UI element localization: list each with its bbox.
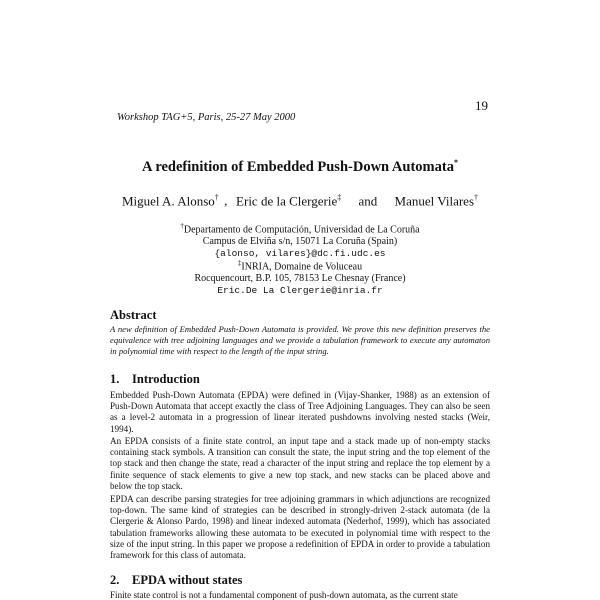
- paragraph: Finite state control is not a fundamental component of push-down automata, as the current state: [110, 590, 458, 600]
- section-title: Introduction: [132, 372, 200, 386]
- affiliation-email: {alonso, vilares}@dc.fi.udc.es: [214, 248, 386, 260]
- paragraph: EPDA can describe parsing strategies for tree adjoining grammars in which adjunctions are recognized top-down. The same kind of strategies can be described in strongly-driven 2-stack automata (de la Clergerie & Alonso Pardo, 1998) and linear indexed automata (Nederhof, 1999), which has associated tabulation frameworks allowing these automata to be executed in polynomial time with respect to the size of the input string. In this paper we propose a redefinition of EPDA in order to provide a tabulation framework for this class of automata.: [110, 494, 490, 561]
- section-title: EPDA without states: [132, 573, 243, 587]
- affiliation-email: Eric.De La Clergerie@inria.fr: [217, 285, 383, 297]
- affiliation-mark: †: [180, 222, 184, 230]
- author-mark: †: [214, 193, 219, 202]
- abstract-heading: Abstract: [110, 308, 157, 322]
- affiliation-line: [0, 257, 600, 273]
- author-conjunction: and: [358, 193, 378, 209]
- section-number: 1.: [110, 372, 120, 386]
- affiliation-address: Campus de Elviña s/n, 15071 La Coruña (Spain): [202, 236, 398, 248]
- author-name: Miguel A. Alonso: [121, 193, 215, 209]
- running-header: Workshop TAG+5, Paris, 25-27 May 2000: [117, 112, 296, 123]
- author-mark: †: [474, 193, 479, 202]
- affiliation-institution: INRIA, Domaine de Voluceau: [241, 261, 363, 273]
- affiliation-institution: Departamento de Computación, Universidad de La Coruña: [183, 224, 420, 236]
- paper-title: [0, 158, 600, 176]
- section-number: 2.: [110, 573, 120, 587]
- author-name: Manuel Vilares: [394, 193, 475, 209]
- affiliation-line: [0, 220, 600, 236]
- abstract-text: A new definition of Embedded Push-Down Automata is provided. We prove this new definition preserves the equivalence with tree adjoining languages and we provide a tabulation framework to execute any automaton in polynomial time with respect to the length of the input string.: [110, 324, 490, 356]
- affiliation-2: [0, 257, 600, 297]
- section-heading-epda-without-states: [110, 573, 242, 588]
- section-heading-introduction: [110, 372, 200, 387]
- paper-title-footnote-mark: *: [453, 158, 458, 167]
- author-list: Miguel A. Alonso† , Eric de la Clergerie‡ and Manuel Vilares†: [121, 193, 479, 209]
- paragraph: An EPDA consists of a finite state control, an input tape and a stack made up of non-empty stacks containing stack symbols. A transition can consult the state, the input string and the top element of the top stack and then change the state, read a character of the input string and replace the top element by a finite sequence of stack elements to give a new top stack, and new stacks can be placed above and below the top stack.: [110, 436, 490, 491]
- affiliation-address: Rocquencourt, B.P. 105, 78153 Le Chesnay (France): [194, 273, 406, 285]
- affiliation-mark: ‡: [237, 259, 242, 267]
- author-name: Eric de la Clergerie: [236, 193, 338, 209]
- paragraph: Embedded Push-Down Automata (EPDA) were defined in (Vijay-Shanker, 1988) as an extension of Push-Down Automata that accept exactly the class of Tree Adjoining Languages. They can also be seen as a level-2 automata in a progression of linear iterated pushdowns involving nested stacks (Weir, 1994).: [110, 390, 490, 434]
- affiliation-1: [0, 220, 600, 260]
- paper-title-text: A redefinition of Embedded Push-Down Automata: [142, 158, 454, 175]
- author-mark: ‡: [337, 193, 342, 202]
- page-number: 19: [475, 98, 488, 113]
